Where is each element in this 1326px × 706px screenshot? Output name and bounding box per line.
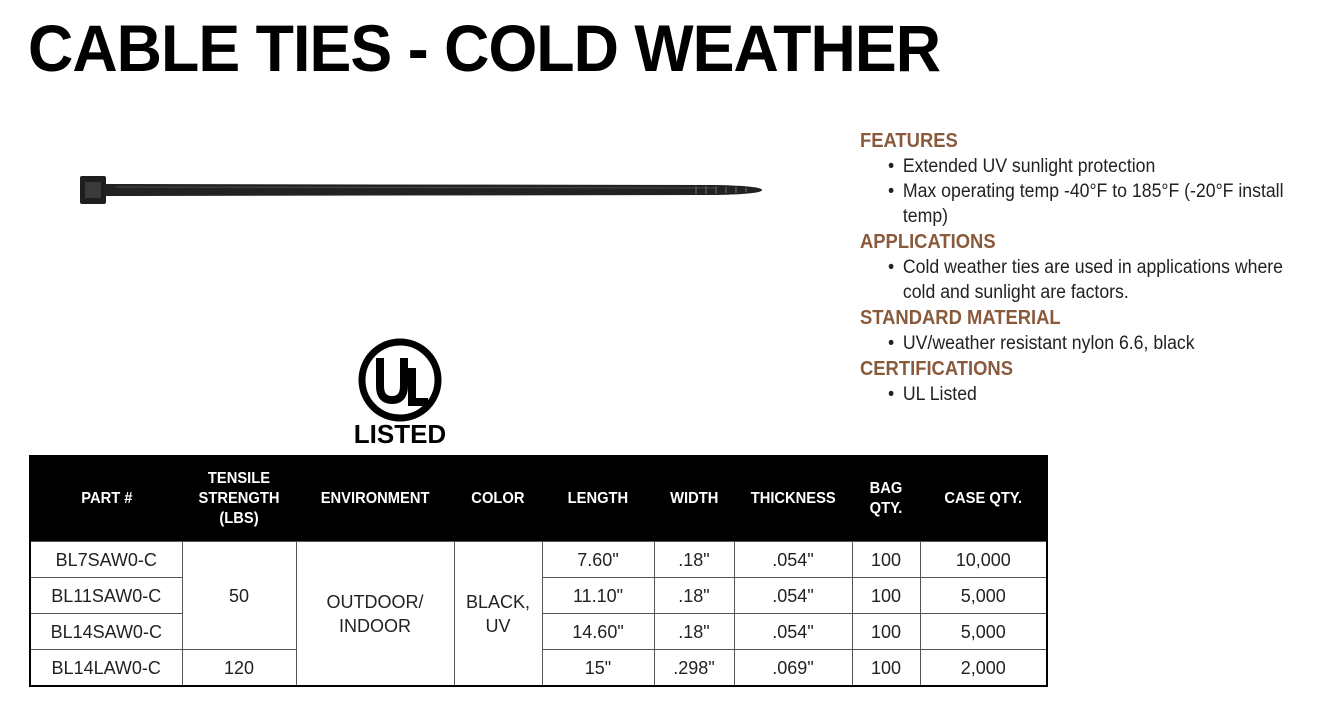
col-header-tensile: TENSILE STRENGTH (LBS) <box>182 456 296 542</box>
ul-listed-text: LISTED <box>353 419 447 449</box>
cell-part: BL7SAW0-C <box>30 542 182 578</box>
certifications-item: • UL Listed <box>888 382 1290 407</box>
cell-thickness: .054" <box>734 614 852 650</box>
cell-case-qty: 5,000 <box>920 614 1047 650</box>
cell-thickness: .054" <box>734 542 852 578</box>
col-header-environment: ENVIRONMENT <box>296 456 454 542</box>
features-item: • Max operating temp -40°F to 185°F (-20°F install temp) <box>888 179 1290 229</box>
cable-tie-image <box>76 170 766 210</box>
features-item: • Extended UV sunlight protection <box>888 154 1290 179</box>
cell-color: BLACK, UV <box>454 542 542 687</box>
ul-listed-logo <box>352 334 452 449</box>
cell-thickness: .069" <box>734 650 852 687</box>
cell-bag-qty: 100 <box>852 542 920 578</box>
cell-part: BL14LAW0-C <box>30 650 182 687</box>
col-header-bag-qty: BAG QTY. <box>852 456 920 542</box>
cell-width: .18" <box>654 614 734 650</box>
cell-part: BL14SAW0-C <box>30 614 182 650</box>
cell-bag-qty: 100 <box>852 650 920 687</box>
cell-case-qty: 2,000 <box>920 650 1047 687</box>
certifications-heading: CERTIFICATIONS <box>860 358 1013 380</box>
cell-tensile: 120 <box>182 650 296 687</box>
material-heading: STANDARD MATERIAL <box>860 307 1061 329</box>
cell-part: BL11SAW0-C <box>30 578 182 614</box>
cell-case-qty: 10,000 <box>920 542 1047 578</box>
cell-width: .18" <box>654 542 734 578</box>
product-info <box>860 128 1320 407</box>
table-header-row <box>30 456 1047 542</box>
material-item: • UV/weather resistant nylon 6.6, black <box>888 331 1290 356</box>
cell-case-qty: 5,000 <box>920 578 1047 614</box>
cell-tensile: 50 <box>182 542 296 650</box>
features-list <box>860 154 1320 229</box>
cell-length: 14.60" <box>542 614 654 650</box>
spec-table <box>29 455 1048 687</box>
cell-bag-qty: 100 <box>852 578 920 614</box>
applications-list <box>860 255 1320 305</box>
col-header-thickness: THICKNESS <box>734 456 852 542</box>
cell-length: 15" <box>542 650 654 687</box>
applications-item: • Cold weather ties are used in applications where cold and sunlight are factors. <box>888 255 1290 305</box>
col-header-width: WIDTH <box>654 456 734 542</box>
material-list <box>860 331 1320 356</box>
cell-environment: OUTDOOR/ INDOOR <box>296 542 454 687</box>
table-row <box>30 542 1047 578</box>
col-header-part: PART # <box>30 456 182 542</box>
cell-thickness: .054" <box>734 578 852 614</box>
page-title: CABLE TIES - COLD WEATHER <box>28 11 941 85</box>
col-header-case-qty: CASE QTY. <box>920 456 1047 542</box>
col-header-length: LENGTH <box>542 456 654 542</box>
cell-width: .298" <box>654 650 734 687</box>
features-heading: FEATURES <box>860 130 958 152</box>
applications-heading: APPLICATIONS <box>860 231 996 253</box>
cell-width: .18" <box>654 578 734 614</box>
cell-length: 11.10" <box>542 578 654 614</box>
col-header-color: COLOR <box>454 456 542 542</box>
cell-bag-qty: 100 <box>852 614 920 650</box>
cell-length: 7.60" <box>542 542 654 578</box>
certifications-list <box>860 382 1320 407</box>
